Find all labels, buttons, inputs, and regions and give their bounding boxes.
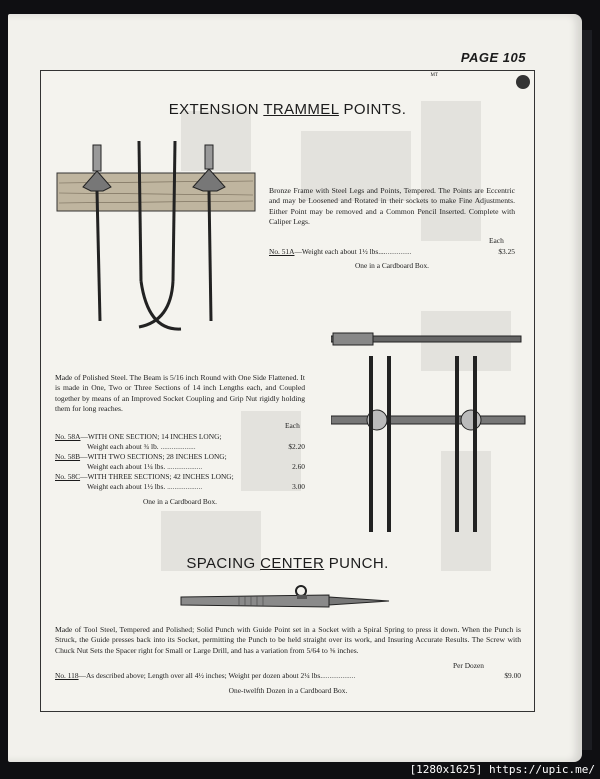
- logo-badge-icon: [516, 75, 530, 89]
- beam-compass-each-header: Each: [285, 421, 300, 430]
- trammel-description: Bronze Frame with Steel Legs and Points, Tempered. The Points are Eccentric and may be Loosened and Rotated in their sockets to make Fine Adjustments. Either Point may be removed and a Common Pencil Inserted. Complete with Caliper Legs.: [269, 186, 515, 227]
- list-item: No. 58A—WITH ONE SECTION; 14 INCHES LONG;: [55, 432, 222, 441]
- beam-compass-illustration: [331, 326, 527, 541]
- item-price: $2.20: [288, 442, 305, 451]
- beam-compass-description: Made of Polished Steel. The Beam is 5/16 inch Round with One Side Flattened. It is made in One, Two or Three Sections of 14 inch Lengths each, and Coupled together by means of an Improved Socket Coupling and Grip Nut rigidly holding them for long reaches.: [55, 373, 305, 414]
- trammel-each-header: Each: [489, 236, 504, 245]
- center-punch-item-row: No. 118—As described above; Length over all 4½ inches; Weight per dozen about 2¼ lbs................... $9.00: [55, 671, 521, 680]
- center-punch-description: Made of Tool Steel, Tempered and Polished; Solid Punch with Guide Point set in a Socket with a Spiral Spring to press it down. When the Punch is Struck, the Guide presses back into its Socket, permitting the Punch to be held straight over its work, and Insuring Accurate Results. The Screw with Chuck Nut Sets the Spacer right for Small or Large Drill, and has a variation from 5/64 to ⅝ inches.: [55, 625, 521, 655]
- center-punch-per-dozen-header: Per Dozen: [453, 661, 484, 670]
- image-credit: [1280x1625] https://upic.me/: [407, 762, 598, 777]
- trammel-points-illustration: [53, 131, 258, 331]
- book-spine: [582, 30, 592, 750]
- list-item-weight: Weight each about 1¼ lbs. ................... 2.60: [87, 462, 305, 471]
- item-text: —Weight each about 1½ lbs....: [294, 247, 386, 256]
- spacing-center-punch-title: SPACING CENTER PUNCH.: [186, 555, 389, 572]
- list-item: No. 58B—WITH TWO SECTIONS; 28 INCHES LONG;: [55, 452, 227, 461]
- item-number: No. 118: [55, 671, 79, 680]
- center-punch-illustration: [179, 585, 399, 617]
- list-item: No. 58C—WITH THREE SECTIONS; 42 INCHES LONG;: [55, 472, 234, 481]
- item-price: $9.00: [504, 671, 521, 680]
- item-text: —As described above; Length over all 4½ inches; Weight per dozen about 2¼ lbs.: [78, 671, 323, 680]
- trammel-packing: One in a Cardboard Box.: [354, 261, 430, 270]
- catalog-frame: [40, 70, 535, 712]
- corner-mark: MT: [430, 73, 438, 78]
- beam-compass-packing: One in a Cardboard Box.: [142, 497, 218, 506]
- item-price: 2.60: [292, 462, 305, 471]
- extension-trammel-points-title: EXTENSION TRAMMEL POINTS.: [168, 101, 407, 118]
- item-number: No. 51A: [269, 247, 295, 256]
- center-punch-packing: One-twelfth Dozen in a Cardboard Box.: [228, 686, 348, 695]
- list-item-weight: Weight each about 1½ lbs. ................... 3.00: [87, 482, 305, 491]
- trammel-item-row: No. 51A—Weight each about 1½ lbs.................. $3.25: [269, 247, 515, 256]
- item-price: 3.00: [292, 482, 305, 491]
- page-number: PAGE 105: [460, 50, 526, 65]
- list-item-weight: Weight each about ¾ lb. ................... $2.20: [87, 442, 305, 451]
- item-price: $3.25: [498, 247, 515, 256]
